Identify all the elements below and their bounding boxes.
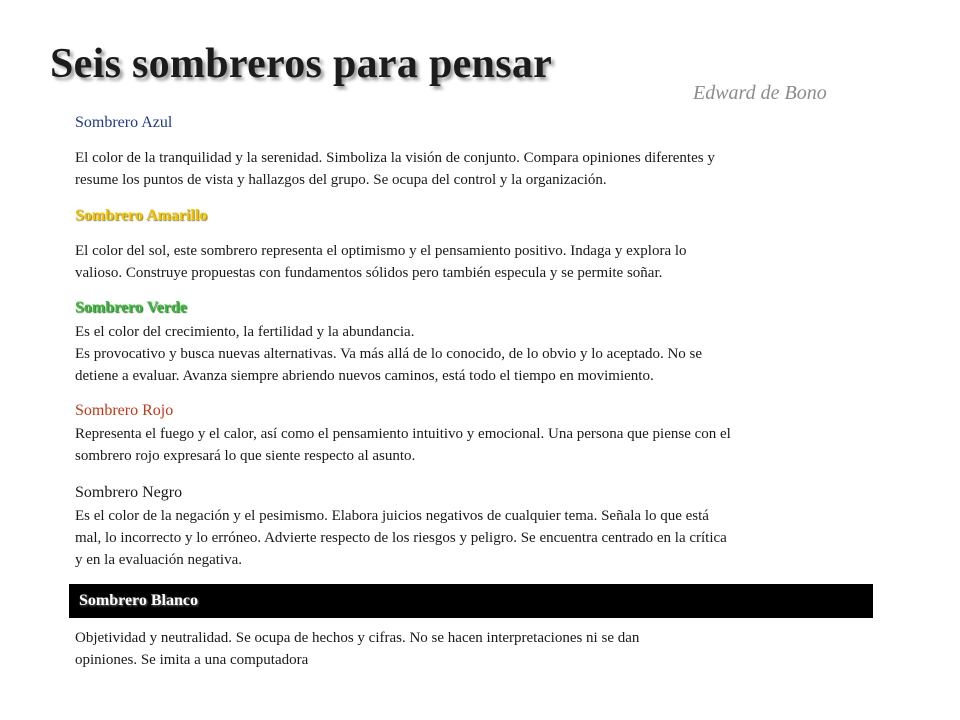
text-black-hat (75, 505, 905, 571)
text-red-hat (75, 423, 905, 467)
author-name: Edward de Bono (693, 82, 827, 104)
text-line: Es el color de la negación y el pesimismo. Elabora juicios negativos de cualquier tema. Señala lo que está (75, 508, 709, 524)
text-line: El color del sol, este sombrero representa el optimismo y el pensamiento positivo. Indaga y explora lo (75, 243, 687, 259)
text-line: mal, lo incorrecto y lo erróneo. Advierte respecto de los riesgos y peligro. Se encuentra centrado en la crítica (75, 530, 727, 546)
text-white-hat (75, 627, 905, 671)
text-line: Es provocativo y busca nuevas alternativas. Va más allá de lo conocido, de lo obvio y lo aceptado. No se (75, 346, 703, 362)
heading-red-hat: Sombrero Rojo (75, 402, 174, 419)
text-line: y en la evaluación negativa. (75, 552, 243, 568)
heading-blue-hat: Sombrero Azul (75, 114, 173, 131)
heading-green-hat: Sombrero Verde (75, 299, 187, 316)
text-line: Es el color del crecimiento, la fertilidad y la abundancia. (75, 324, 415, 340)
text-line: detiene a evaluar. Avanza siempre abriendo nuevos caminos, está todo el tiempo en movimiento. (75, 368, 654, 384)
text-yellow-hat (75, 240, 905, 284)
text-green-hat (75, 321, 905, 387)
text-line: El color de la tranquilidad y la serenidad. Simboliza la visión de conjunto. Compara opiniones diferentes y (75, 150, 715, 166)
text-line: resume los puntos de vista y hallazgos del grupo. Se ocupa del control y la organización. (75, 172, 607, 188)
heading-black-hat: Sombrero Negro (75, 484, 183, 501)
white-hat-banner (69, 584, 873, 618)
heading-white-hat: Sombrero Blanco (79, 592, 198, 609)
text-blue-hat (75, 147, 905, 191)
text-line: valioso. Construye propuestas con fundamentos sólidos pero también especula y se permite soñar. (75, 265, 663, 281)
text-line: opiniones. Se imita a una computadora (75, 652, 309, 668)
text-line: Representa el fuego y el calor, así como el pensamiento intuitivo y emocional. Una persona que piense con el (75, 426, 731, 442)
heading-yellow-hat: Sombrero Amarillo (75, 207, 208, 224)
page-title: Seis sombreros para pensar (50, 41, 553, 87)
text-line: sombrero rojo expresará lo que siente respecto al asunto. (75, 448, 416, 464)
text-line: Objetividad y neutralidad. Se ocupa de hechos y cifras. No se hacen interpretaciones ni se dan (75, 630, 640, 646)
